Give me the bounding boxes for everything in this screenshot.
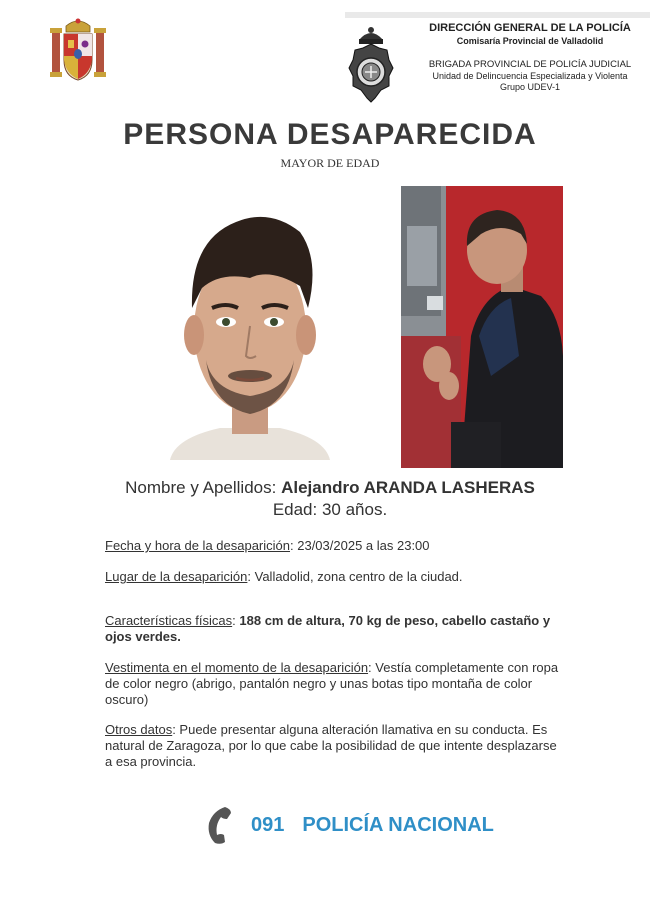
header-line-1: DIRECCIÓN GENERAL DE LA POLICÍA (429, 22, 631, 34)
header-line-3: BRIGADA PROVINCIAL DE POLICÍA JUDICIAL (428, 59, 632, 70)
caract-label: Características físicas (105, 613, 233, 628)
header-bar (345, 12, 650, 18)
fecha-value: : 23/03/2025 a las 23:00 (290, 538, 430, 553)
lugar-value: : Valladolid, zona centro de la ciudad. (247, 569, 463, 584)
name-value: Alejandro ARANDA LASHERAS (281, 478, 535, 497)
vest-label: Vestimenta en el momento de la desaparición (105, 660, 369, 675)
name-line (0, 478, 660, 498)
name-label: Nombre y Apellidos: (125, 478, 277, 497)
caract-value: 188 cm de altura, 70 kg de peso, cabello castaño y ojos verdes. (105, 613, 551, 644)
fecha-label: Fecha y hora de la desaparición (105, 538, 291, 553)
header-line-2: Comisaría Provincial de Valladolid (456, 35, 604, 46)
cctv-photo (401, 186, 563, 468)
page-subtitle: MAYOR DE EDAD (280, 156, 380, 170)
spain-coat-of-arms-icon (46, 16, 110, 84)
police-header (410, 22, 650, 93)
otros-label: Otros datos (105, 722, 173, 737)
policia-nacional-badge-icon (345, 24, 397, 106)
org-name: POLICÍA NACIONAL (302, 813, 494, 836)
age-line: Edad: 30 años. (272, 500, 388, 519)
vest-value: : Vestía completamente con ropa de color negro (abrigo, pantalón negro y unas botas tipo montaña de color oscuro) (105, 660, 559, 707)
footer-contact (205, 805, 494, 845)
header-line-5: Grupo UDEV-1 (499, 82, 561, 93)
field-vestimenta (105, 660, 565, 708)
lugar-label: Lugar de la desaparición (105, 569, 248, 584)
field-lugar (105, 569, 565, 585)
field-caracteristicas (105, 613, 565, 645)
portrait-photo (150, 200, 350, 460)
field-fecha (105, 538, 565, 554)
phone-number: 091 (251, 813, 285, 836)
page-title: PERSONA DESAPARECIDA (123, 118, 537, 151)
caract-sep: : (232, 613, 240, 628)
field-otros (105, 722, 565, 770)
phone-handset-icon (205, 805, 235, 845)
header-line-4: Unidad de Delincuencia Especializada y Violenta (432, 70, 628, 81)
otros-value: : Puede presentar alguna alteración llamativa en su conducta. Es natural de Zaragoza, por lo que cabe la posibilidad de que intente desplazarse a esa provincia. (105, 722, 557, 769)
